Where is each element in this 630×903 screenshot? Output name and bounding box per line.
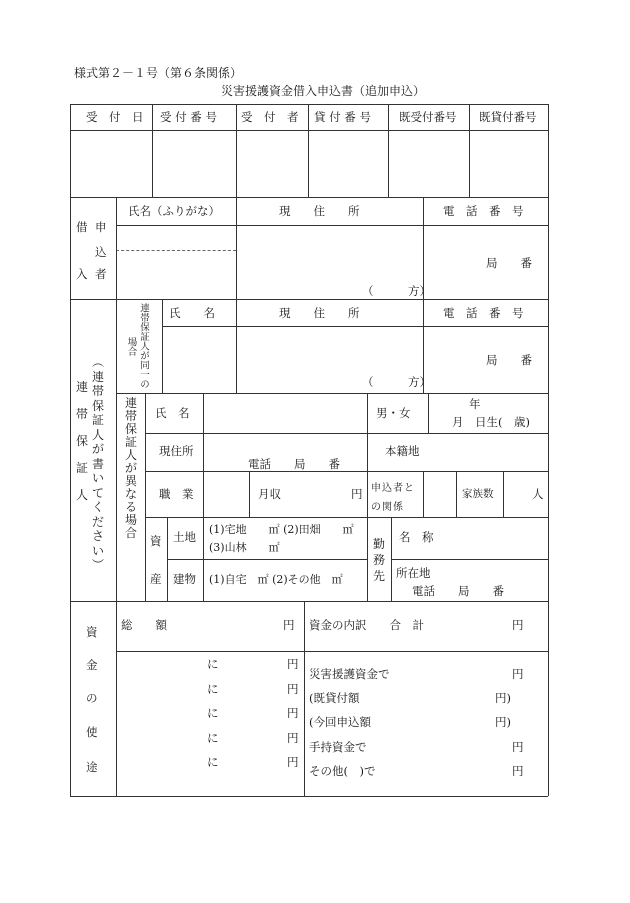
usage-item-unit: 円	[287, 682, 299, 696]
guarantor-birth-year: 年	[469, 397, 481, 411]
prior-reception-number-header: 既受付番号	[399, 110, 457, 124]
same-guarantor-name-header: 氏 名	[169, 306, 215, 320]
borrower-name-header: 氏名（ふりがな）	[128, 204, 220, 218]
same-guarantor-name-field[interactable]	[163, 327, 235, 392]
land-detail-line1: (1)宅地 ㎡ (2)田畑 ㎡	[209, 523, 354, 536]
land-detail-line2: (3)山林 ㎡	[209, 541, 280, 554]
same-guarantor-address-field[interactable]	[237, 327, 422, 375]
workplace-name-field[interactable]	[440, 518, 547, 558]
usage-item-particle: に	[207, 755, 219, 769]
guarantor-birth-date: 月 日生( 歳)	[452, 415, 530, 429]
funds-label-char: 使	[86, 725, 98, 739]
borrower-label-char: 者	[95, 267, 107, 281]
reception-number-header: 受 付 番 号	[160, 110, 217, 124]
guarantor-address-label: 現住所	[159, 444, 194, 458]
workplace-phone: 電話 局 番	[412, 584, 504, 598]
reception-date-field[interactable]	[71, 131, 151, 196]
borrower-furigana-field[interactable]	[117, 226, 235, 249]
same-guarantor-label: 連帯保証人が同一の場合	[125, 303, 149, 389]
guarantor-family-unit: 人	[532, 487, 544, 501]
guarantor-relation-field[interactable]	[424, 472, 455, 516]
prior-reception-number-field[interactable]	[389, 131, 468, 196]
land-label: 土地	[173, 530, 196, 544]
borrower-address-field[interactable]	[237, 226, 422, 282]
borrower-label-char: 入	[76, 267, 88, 281]
loan-number-field[interactable]	[309, 131, 387, 196]
receiver-field[interactable]	[237, 131, 307, 196]
workplace-name-label: 名 称	[399, 530, 434, 544]
guarantor-address-field[interactable]	[204, 434, 366, 456]
funds-label-char: 資	[86, 625, 98, 639]
borrower-phone-header: 電 話 番 号	[443, 204, 524, 218]
building-label: 建物	[173, 572, 196, 586]
breakdown-total-label: 資金の内訳 合 計	[309, 618, 424, 632]
guarantor-name-field[interactable]	[204, 394, 366, 432]
guarantor-occupation-label: 職 業	[159, 487, 194, 501]
prior-loan-number-field[interactable]	[470, 131, 547, 196]
form-title: 災害援護資金借入申込書（追加申込）	[221, 84, 426, 98]
funds-label-char: 金	[86, 658, 98, 672]
same-guarantor-phone-suffix: 局 番	[486, 353, 532, 367]
breakdown-row-unit: 円	[512, 764, 524, 778]
reception-date-header: 受 付 日	[86, 110, 144, 124]
breakdown-row-label: (今回申込額	[309, 715, 371, 729]
breakdown-row-unit: 円)	[495, 691, 511, 705]
prior-loan-number-header: 既貸付番号	[479, 110, 537, 124]
borrower-label-char: 借	[76, 220, 88, 234]
reception-number-field[interactable]	[153, 131, 235, 196]
building-detail: (1)自宅 ㎡ (2)その他 ㎡	[209, 573, 343, 586]
borrower-name-field[interactable]	[117, 251, 235, 298]
guarantor-sex[interactable]: 男・女	[376, 406, 411, 420]
borrower-phone-suffix: 局 番	[486, 256, 532, 270]
guarantor-occupation-field[interactable]	[204, 472, 248, 516]
breakdown-row-label: 手持資金で	[309, 740, 367, 754]
breakdown-row-unit: 円)	[495, 715, 511, 729]
guarantor-section-note: ︵ 連 帯 保 証 人 が 書 い て く だ さ い ︶	[92, 355, 105, 572]
usage-item-unit: 円	[287, 755, 299, 769]
same-guarantor-address-header: 現 住 所	[279, 306, 360, 320]
loan-number-header: 貸 付 番 号	[314, 110, 371, 124]
guarantor-address-phone: 電話 局 番	[248, 457, 340, 471]
total-amount-label: 総 額	[121, 618, 167, 632]
receiver-header: 受 付 者	[241, 110, 299, 124]
same-guarantor-care-of: （ 方）	[362, 375, 431, 389]
guarantor-relation-label: 申込者との関係	[371, 483, 415, 513]
assets-label-char: 資	[150, 534, 162, 548]
breakdown-row-label: 災害援護資金で	[309, 667, 390, 681]
borrower-address-header: 現 住 所	[279, 204, 360, 218]
funds-label-char: の	[86, 691, 98, 705]
same-guarantor-phone-header: 電 話 番 号	[443, 306, 524, 320]
guarantor-name-label: 氏 名	[155, 406, 190, 420]
usage-item-unit: 円	[287, 657, 299, 671]
guarantor-domicile-label: 本籍地	[385, 444, 420, 458]
workplace-label: 勤 務 先	[372, 537, 385, 583]
borrower-label-char: 申	[95, 220, 107, 234]
guarantor-section-label: 連 帯 保 証 人	[76, 380, 89, 502]
breakdown-row-unit: 円	[512, 740, 524, 754]
usage-item-particle: に	[207, 682, 219, 696]
breakdown-row-unit: 円	[512, 667, 524, 681]
breakdown-row-label: (既貸付額	[309, 691, 360, 705]
workplace-address-label: 所在地	[396, 566, 431, 580]
total-amount-unit: 円	[283, 618, 295, 632]
assets-label-char: 産	[150, 572, 162, 586]
usage-item-particle: に	[207, 731, 219, 745]
guarantor-income-unit: 円	[351, 487, 363, 501]
breakdown-total-unit: 円	[512, 618, 524, 632]
usage-item-particle: に	[207, 657, 219, 671]
guarantor-income-label: 月収	[258, 487, 281, 501]
breakdown-row-label: その他( )で	[309, 764, 376, 778]
form-number: 様式第２－１号（第６条関係）	[74, 66, 243, 80]
different-guarantor-label: 連 帯 保 証 人 が 異 な る 場 合	[124, 396, 137, 540]
funds-label-char: 途	[86, 760, 98, 774]
borrower-care-of: （ 方）	[362, 284, 431, 298]
borrower-label-char: 込	[95, 245, 107, 259]
usage-item-unit: 円	[287, 706, 299, 720]
usage-item-unit: 円	[287, 731, 299, 745]
guarantor-family-label: 家族数	[462, 488, 494, 500]
usage-item-particle: に	[207, 706, 219, 720]
